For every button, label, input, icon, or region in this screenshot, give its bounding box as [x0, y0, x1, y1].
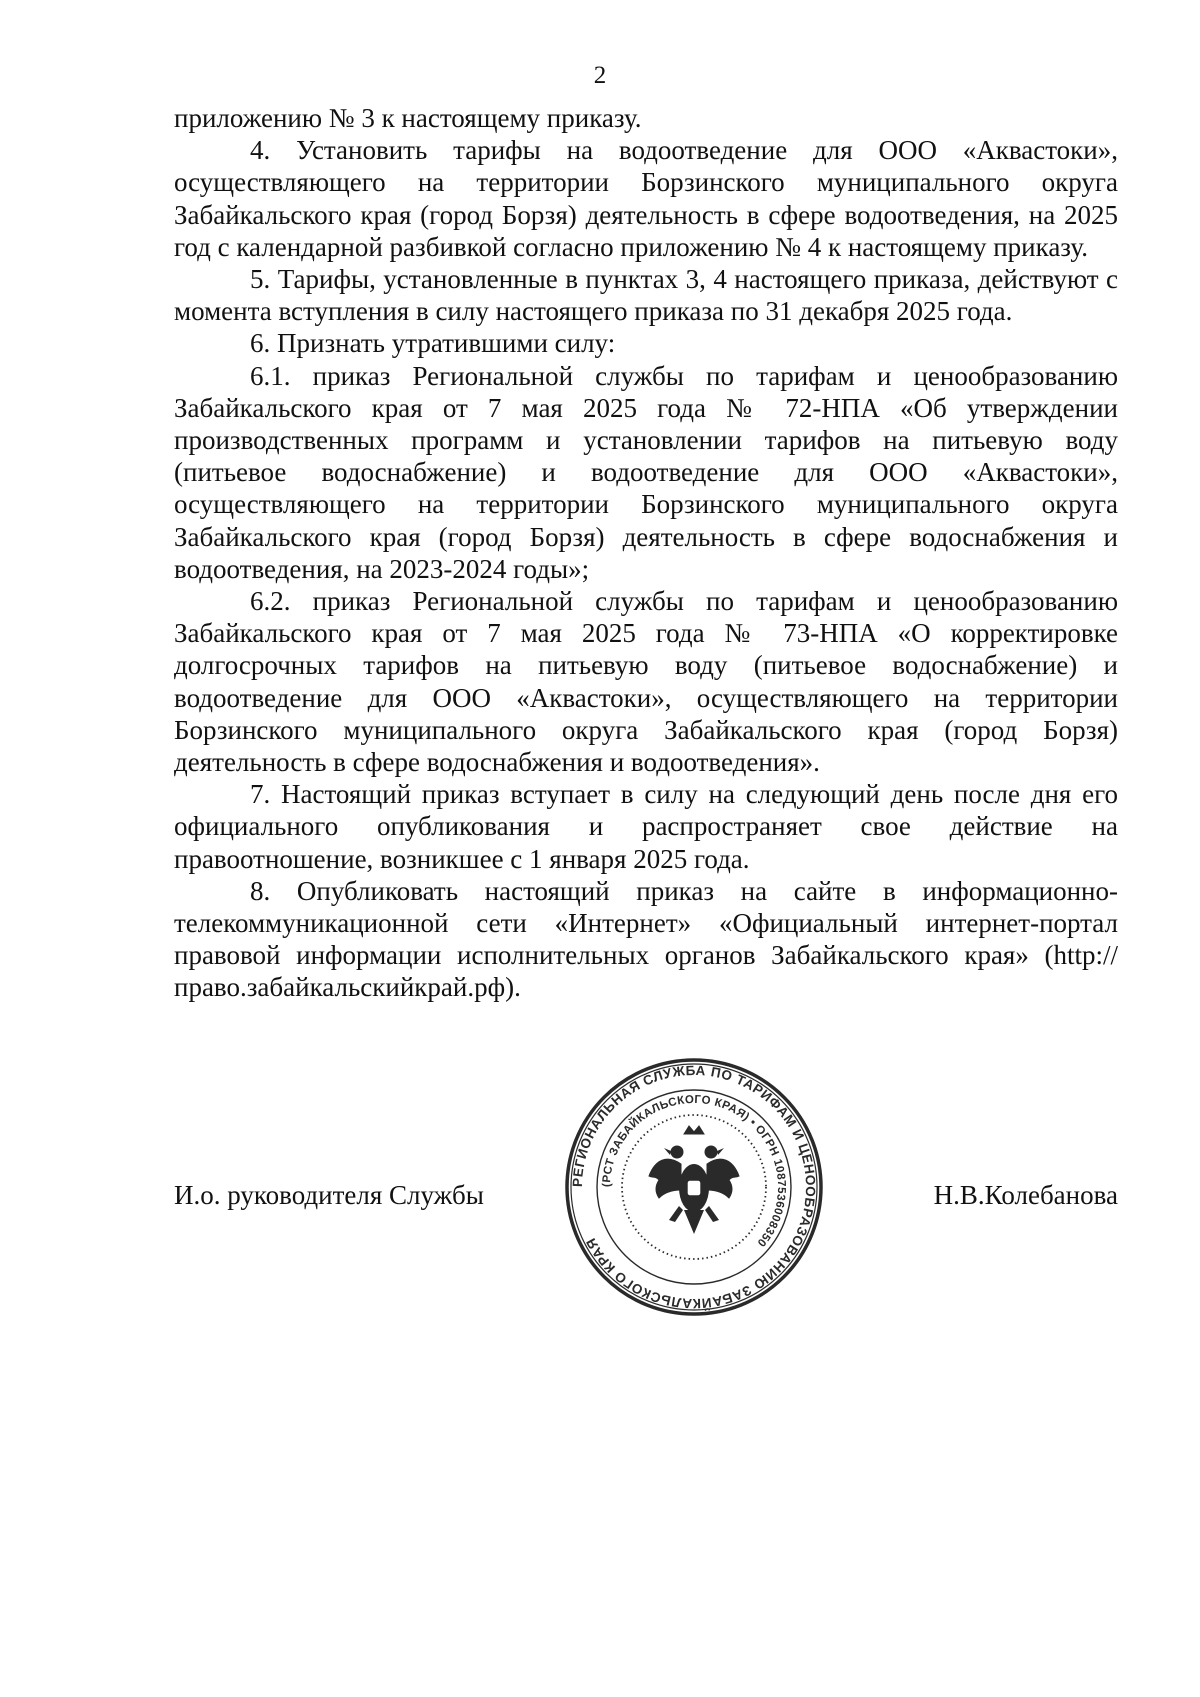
seal-outer-text-path: РЕГИОНАЛЬНАЯ СЛУЖБА ПО ТАРИФАМ И ЦЕНООБРАЗОВАНИЮ ЗАБАЙКАЛЬСКОГО КРАЯ [569, 1062, 819, 1312]
page-number: 2 [593, 62, 607, 89]
paragraph-item-4: 4. Установить тарифы на водоотведение для ООО «Аквастоки», осуществляющего на территории Борзинского муниципального округа Забайкальского края (город Борзя) деятельность в сфере водоотведения, на 2025 год с календарной разбивкой согласно приложению № 4 к настоящему приказу. [174, 135, 1118, 262]
double-headed-eagle-icon [649, 1126, 739, 1234]
signatory-title: И.о. руководителя Службы [174, 1180, 484, 1210]
paragraph-item-7: 7. Настоящий приказ вступает в силу на следующий день после дня его официального опубликования и распространяет свое действие на правоотношение, возникшее с 1 января 2025 года. [174, 779, 1118, 874]
seal-inner-text-path: (РСТ ЗАБАЙКАЛЬСКОГО КРАЯ) • ОГРН 1087536008350 [600, 1093, 788, 1249]
paragraph-item-8: 8. Опубликовать настоящий приказ на сайте в информационно-телекоммуникационной сети «Интернет» «Официальный интернет-портал правовой информации исполнительных органов Забайкальского края» (http://право.забайкальскийкрай.рф). [174, 875, 1118, 1003]
official-seal-icon [563, 1056, 825, 1318]
paragraph-item-6: 6. Признать утратившими силу: [250, 328, 616, 359]
document-body [174, 102, 1118, 1004]
paragraph-item-5: 5. Тарифы, установленные в пунктах 3, 4 настоящего приказа, действуют с момента вступления в силу настоящего приказа по 31 декабря 2025 года. [174, 264, 1118, 327]
paragraph-item-6-2: 6.2. приказ Региональной службы по тарифам и ценообразованию Забайкальского края от 7 мая 2025 года № 73-НПА «О корректировке долгосрочных тарифов на питьевую воду (питьевое водоснабжение) и водоотведение для ООО «Аквастоки», осуществляющего на территории Борзинского муниципального округа Забайкальского края (город Борзя) деятельность в сфере водоснабжения и водоотведения». [174, 586, 1118, 778]
paragraph-continuation: приложению № 3 к настоящему приказу. [174, 103, 642, 133]
paragraph-item-6-1: 6.1. приказ Региональной службы по тарифам и ценообразованию Забайкальского края от 7 мая 2025 года № 72-НПА «Об утверждении производственных программ и установлении тарифов на питьевую воду (питьевое водоснабжение) и водоотведение для ООО «Аквастоки», осуществляющего на территории Борзинского муниципального округа Забайкальского края (город Борзя) деятельность в сфере водоснабжения и водоотведения, на 2023-2024 годы»; [174, 360, 1118, 584]
signatory-name: Н.В.Колебанова [933, 1180, 1118, 1210]
